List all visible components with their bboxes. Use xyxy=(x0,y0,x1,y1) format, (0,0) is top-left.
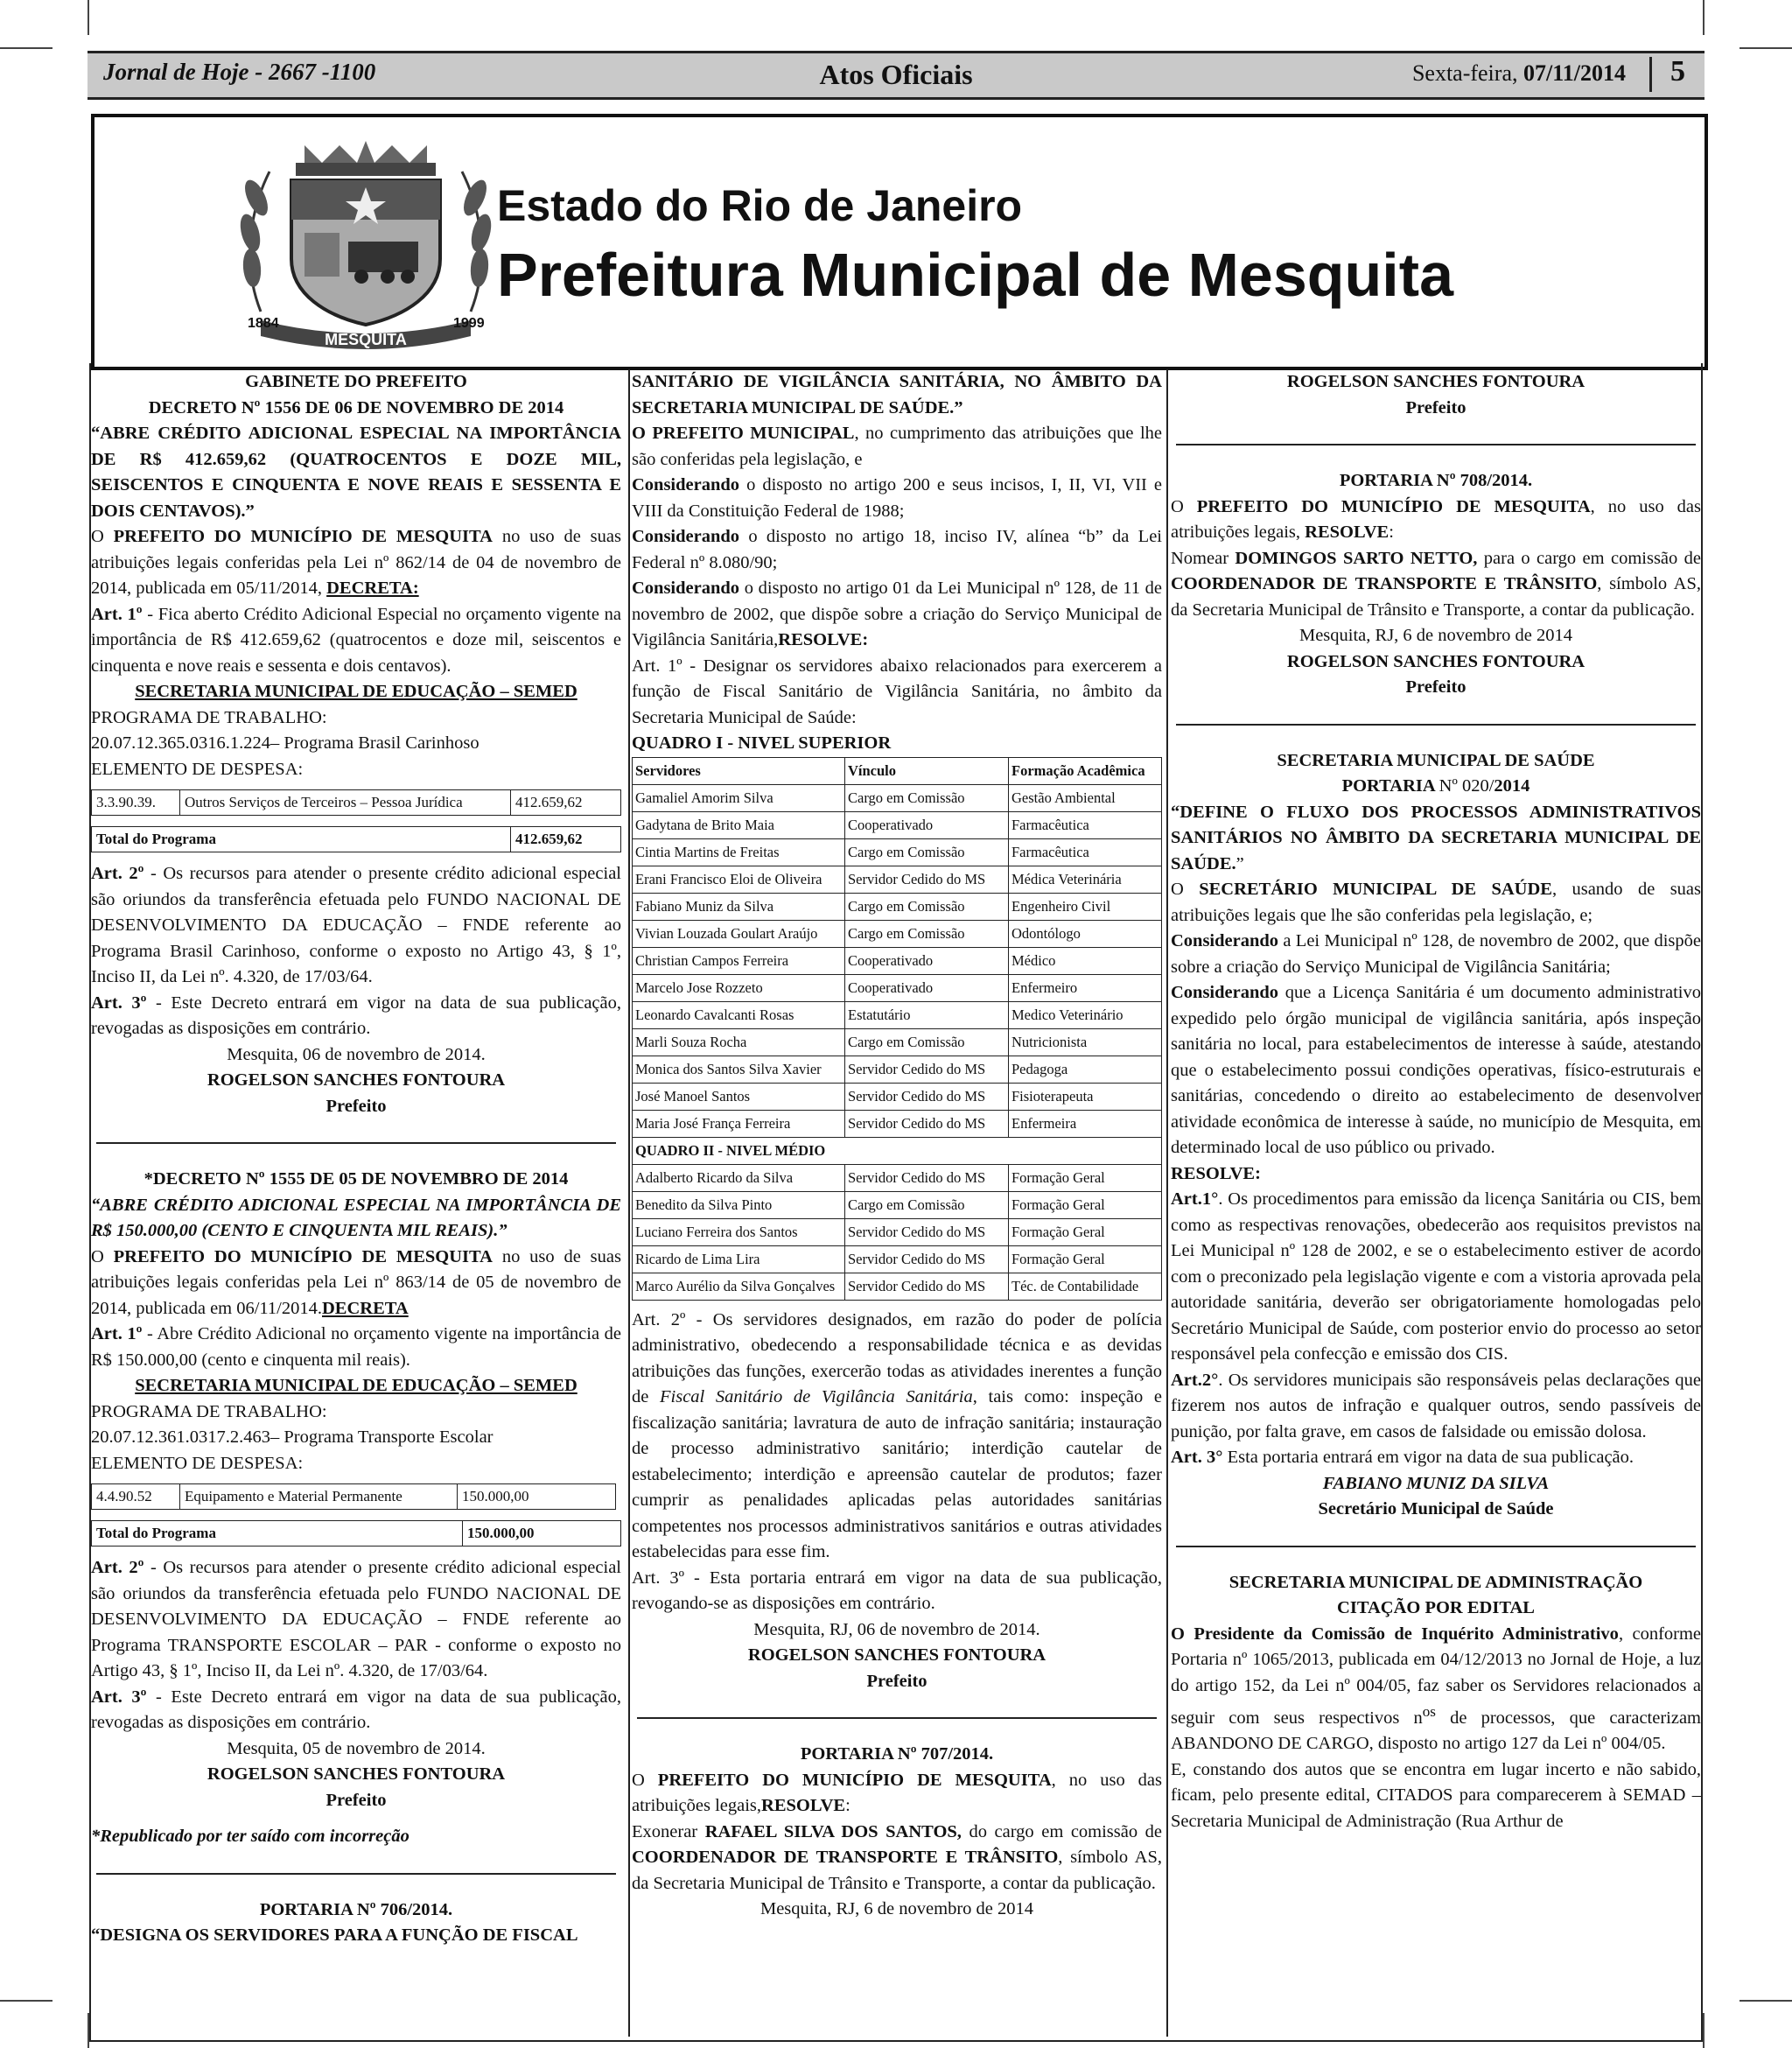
signer-title: Secretário Municipal de Saúde xyxy=(1318,1499,1554,1518)
text: Exonerar xyxy=(632,1821,705,1841)
considerando xyxy=(1171,980,1701,1161)
decree-title: *DECRETO Nº 1555 DE 05 DE NOVEMBRO DE 2014 xyxy=(144,1169,569,1189)
table-cell: Gestão Ambiental xyxy=(1009,784,1162,811)
text: O xyxy=(1171,880,1200,899)
header-publication: Jornal de Hoje - 2667 -1100 xyxy=(103,59,376,85)
table-cell: 3.3.90.39. xyxy=(92,790,180,816)
text: , tais como: inspeção e fiscalização sanitária; lavratura de auto de infração sanitária; instauração de processo administrativo sanitário; interdição cautelar de estabelecimento; interdição e apreensão cautelar de produtos; fazer cumprir as penalidades aplicadas pelas autoridades sanitárias competentes nos processos administrativos sanitários e outras atividades estabelecidas para esse fim. xyxy=(632,1387,1162,1561)
text: ” xyxy=(1236,853,1244,873)
text: : xyxy=(1389,523,1394,542)
article xyxy=(1171,1187,1701,1368)
article-label: Art.1° xyxy=(1171,1189,1219,1209)
table-header-row xyxy=(633,757,1162,784)
crest-year-left: 1884 xyxy=(248,316,279,331)
text-italic: Fiscal Sanitário de Vigilância Sanitária xyxy=(660,1387,973,1406)
secretaria-heading: SECRETARIA MUNICIPAL DE EDUCAÇÃO – SEMED xyxy=(135,1376,578,1395)
header-date xyxy=(1412,60,1626,87)
signer-title: Prefeito xyxy=(326,1096,387,1116)
table-row xyxy=(92,790,621,816)
table-cell: Gamaliel Amorim Silva xyxy=(633,784,845,811)
text-bold: DECRETA xyxy=(322,1298,409,1318)
article-text: - Os recursos para atender o presente crédito adicional especial são oriundos da transferência efetuada pelo FUNDO NACIONAL DE DESENVOLVIMENTO DA EDUCAÇÃO – FNDE referente ao Programa TRANSPORTE ESCOLAR – PAR - conforme o exposto no Artigo 43, § 1º, Inciso II, da Lei nº. 4.320, de 17/03/64. xyxy=(91,1558,621,1680)
article-text: . Os procedimentos para emissão da licença Sanitária ou CIS, bem como as respectivas renovações, obedecerão aos requisitos previstos na Lei Municipal nº 128 de 2002, e se o estabelecimento estiver de acordo com o preconizado pela legislação vigente e com a vistoria aprovada pela autoridade sanitária, deverão ser obrigatoriamente homologadas pelo Secretário Municipal de Saúde, com posterior envio do processo ao setor responsável pela confecção e emissão dos CIS. xyxy=(1171,1189,1701,1364)
table-cell: Servidor Cedido do MS xyxy=(845,1273,1009,1300)
table-row xyxy=(633,1028,1162,1056)
elemento-label: ELEMENTO DE DESPESA: xyxy=(91,1453,304,1473)
portaria-title: PORTARIA Nº 707/2014. xyxy=(800,1744,994,1764)
table-cell: Cargo em Comissão xyxy=(845,784,1009,811)
table-row xyxy=(92,1521,621,1547)
table-row xyxy=(633,1191,1162,1218)
text: , símbolo AS, da Secretaria Municipal de Trânsito e Transporte, a contar da publicação. xyxy=(1171,574,1701,620)
portaria-title xyxy=(1171,774,1701,800)
place-date: Mesquita, 05 de novembro de 2014. xyxy=(227,1738,486,1758)
table-cell: Servidor Cedido do MS xyxy=(845,1083,1009,1110)
text-bold: DECRETA: xyxy=(326,579,419,598)
portaria-intro xyxy=(632,1768,1162,1820)
programa-code: 20.07.12.365.0316.1.224– Programa Brasil Carinhoso xyxy=(91,733,480,753)
table-cell: 4.4.90.52 xyxy=(92,1484,180,1510)
table-cell: Gadytana de Brito Maia xyxy=(633,811,845,838)
crop-mark xyxy=(88,0,89,35)
header-section-title: Atos Oficiais xyxy=(819,59,973,90)
portaria-body xyxy=(1171,546,1701,624)
decree-subject: “ABRE CRÉDITO ADICIONAL ESPECIAL NA IMPORTÂNCIA DE R$ 150.000,00 (CENTO E CINQUENTA MIL REAIS).” xyxy=(91,1195,621,1240)
table-cell: Téc. de Contabilidade xyxy=(1009,1273,1162,1300)
section-divider xyxy=(96,1873,616,1875)
table-row xyxy=(92,1484,616,1510)
table-cell: 412.659,62 xyxy=(511,827,621,852)
quadro-label: QUADRO II - NIVEL MÉDIO xyxy=(633,1137,1162,1164)
text-bold: RESOLVE: xyxy=(778,630,869,649)
header-weekday: Sexta-feira, xyxy=(1411,60,1518,86)
section-divider xyxy=(637,1717,1157,1719)
considerando xyxy=(632,576,1162,654)
decree-title: DECRETO Nº 1556 DE 06 DE NOVEMBRO DE 2014 xyxy=(148,397,564,417)
table-cell: Cargo em Comissão xyxy=(845,1028,1009,1056)
table-cell: Odontólogo xyxy=(1009,920,1162,947)
table-row xyxy=(633,811,1162,838)
signer-title: Prefeito xyxy=(1405,397,1466,417)
crest-ribbon-text: MESQUITA xyxy=(325,331,407,348)
text-bold: SECRETÁRIO MUNICIPAL DE SAÚDE xyxy=(1199,880,1552,899)
table-row xyxy=(633,1273,1162,1300)
table-row xyxy=(633,1110,1162,1137)
column-header: Formação Acadêmica xyxy=(1009,757,1162,784)
table-cell: Medico Veterinário xyxy=(1009,1001,1162,1028)
programa-label: PROGRAMA DE TRABALHO: xyxy=(91,707,327,727)
banner-state: Estado do Rio de Janeiro xyxy=(497,181,1023,230)
spacer xyxy=(91,1813,621,1824)
text-bold: Considerando xyxy=(632,527,740,546)
decree-intro xyxy=(91,1245,621,1322)
column-3 xyxy=(1171,369,1701,2037)
text-bold: Considerando xyxy=(1171,983,1279,1002)
text: O xyxy=(91,527,114,546)
text: no uso de suas atribuições legais conferidas pela Lei nº 863/14 de 05 de novembro de 2014, publicada em 06/11/2014. xyxy=(91,1246,621,1318)
budget-table xyxy=(91,789,621,816)
table-cell: Vivian Louzada Goulart Araújo xyxy=(633,920,845,947)
text: , símbolo AS, da Secretaria Municipal de Trânsito e Transporte, a contar da publicação. xyxy=(632,1848,1162,1893)
table-cell: Formação Geral xyxy=(1009,1164,1162,1191)
page-number: 5 xyxy=(1670,55,1685,88)
table-cell: Marco Aurélio da Silva Gonçalves xyxy=(633,1273,845,1300)
table-row xyxy=(92,827,621,852)
table-cell: Servidor Cedido do MS xyxy=(845,1056,1009,1083)
text-bold: COORDENADOR DE TRANSPORTE E TRÂNSITO xyxy=(632,1848,1059,1867)
table-cell: Cargo em Comissão xyxy=(845,838,1009,866)
text: Nomear xyxy=(1171,548,1236,568)
table-row xyxy=(633,838,1162,866)
article xyxy=(91,602,621,680)
table-row xyxy=(633,893,1162,920)
table-cell: 412.659,62 xyxy=(511,790,621,816)
table-cell: Médico xyxy=(1009,947,1162,974)
portaria-intro xyxy=(1171,494,1701,546)
table-cell: Farmacêutica xyxy=(1009,838,1162,866)
article xyxy=(1171,1368,1701,1446)
table-cell: Cooperativado xyxy=(845,974,1009,1001)
total-table xyxy=(91,1520,621,1547)
article-label: Art. 3º xyxy=(91,992,147,1013)
article-label: Art. 3º xyxy=(91,1687,147,1707)
signer-name: ROGELSON SANCHES FONTOURA xyxy=(1286,651,1586,671)
text: de processos, que caracterizam ABANDONO DE CARGO, disposto no artigo 127 da Lei nº 004/05. xyxy=(1171,1708,1701,1754)
text-bold: Considerando xyxy=(1171,931,1279,950)
article-label: Art. 3° xyxy=(1171,1448,1223,1467)
place-date: Mesquita, RJ, 6 de novembro de 2014 xyxy=(760,1899,1033,1918)
text-bold: DOMINGOS SARTO NETTO, xyxy=(1235,548,1478,568)
table-cell: Cintia Martins de Freitas xyxy=(633,838,845,866)
signer-title: Prefeito xyxy=(866,1671,928,1691)
resolve-label: RESOLVE: xyxy=(1171,1163,1261,1183)
republication-note: *Republicado por ter saído com incorreção xyxy=(91,1827,410,1846)
text: o disposto no artigo 18, inciso IV, alínea “b” da Lei Federal nº 8.080/90; xyxy=(632,527,1162,572)
table-cell: Cargo em Comissão xyxy=(845,920,1009,947)
table-cell: 150.000,00 xyxy=(458,1484,616,1510)
table-row xyxy=(633,974,1162,1001)
budget-table xyxy=(91,1483,616,1510)
text: no uso de suas atribuições legais conferidas pela Lei nº 862/14 de 04 de novembro de 2014, publicada em 05/11/2014, xyxy=(91,527,621,598)
crop-mark xyxy=(1703,2013,1704,2048)
table-cell: Servidor Cedido do MS xyxy=(845,1218,1009,1245)
text: o disposto no artigo 200 e seus incisos, I, II, VI, VII e VIII da Constituição Federal de 1988; xyxy=(632,475,1162,521)
section-heading: SECRETARIA MUNICIPAL DE SAÚDE xyxy=(1277,750,1595,770)
text: , conforme Portaria nº 1065/2013, publicada em 04/12/2013 no Jornal de Hoje, a luz do artigo 152, da Lei nº 004/05, faz saber os Servidores relacionados a seguir com seus respectivos n xyxy=(1171,1624,1701,1728)
text: do cargo em comissão de xyxy=(961,1821,1162,1841)
text: O xyxy=(1171,496,1197,516)
portaria-title: PORTARIA Nº 706/2014. xyxy=(259,1899,453,1919)
table-cell: Servidor Cedido do MS xyxy=(845,1110,1009,1137)
edital-paragraph: E, constando dos autos que se encontra em lugar incerto e não sabido, ficam, pelo presente edital, CITADOS para comparecerem à SEMAD – Secretaria Municipal de Administração (Rua Arthur de xyxy=(1171,1759,1701,1831)
article-text: . Os servidores municipais são responsáveis pelas declarações que fizerem nos autos de infração e qualquer outros, sendo passíveis de punição, por falta grave, em casos de falsidade ou emissão dolosa. xyxy=(1171,1370,1701,1441)
text: , usando de suas atribuições legais que lhe são conferidas pela legislação, e; xyxy=(1171,880,1701,925)
article xyxy=(91,861,621,991)
text-bold: PREFEITO DO MUNICÍPIO DE MESQUITA xyxy=(657,1770,1052,1790)
text-bold: Considerando xyxy=(632,475,740,494)
table-cell: Monica dos Santos Silva Xavier xyxy=(633,1056,845,1083)
portaria-intro xyxy=(632,421,1162,473)
table-cell: Cargo em Comissão xyxy=(845,1191,1009,1218)
table-cell: Médica Veterinária xyxy=(1009,866,1162,893)
table-cell: Benedito da Silva Pinto xyxy=(633,1191,845,1218)
table-cell: Fabiano Muniz da Silva xyxy=(633,893,845,920)
table-cell: Christian Campos Ferreira xyxy=(633,947,845,974)
text: O xyxy=(91,1246,114,1266)
considerando xyxy=(632,473,1162,524)
column-1 xyxy=(91,369,621,2037)
signer-title: Prefeito xyxy=(1405,677,1466,697)
table-row xyxy=(633,1137,1162,1164)
text: , no uso das atribuições legais, xyxy=(1171,496,1701,542)
signer-name: ROGELSON SANCHES FONTOURA xyxy=(206,1070,506,1090)
header-separator xyxy=(1649,57,1652,92)
article-label: Art. 1º xyxy=(91,604,143,624)
table-cell: Cargo em Comissão xyxy=(845,893,1009,920)
text: para o cargo em comissão de xyxy=(1477,548,1701,568)
text: Art. 2º - Os servidores designados, em razão do poder de polícia administrativo, obedecendo a responsabilidade técnica e as devidas atribuições das funções, exercerão todas as atividades inerentes a função de xyxy=(632,1309,1162,1406)
table-cell: Adalberto Ricardo da Silva xyxy=(633,1164,845,1191)
table-cell: Fisioterapeuta xyxy=(1009,1083,1162,1110)
text-bold: PREFEITO DO MUNICÍPIO DE MESQUITA xyxy=(1196,496,1591,516)
text-bold: RAFAEL SILVA DOS SANTOS, xyxy=(704,1821,962,1841)
servers-table xyxy=(632,1137,1162,1301)
table-row xyxy=(633,1164,1162,1191)
section-divider xyxy=(1176,724,1696,726)
signer-name: ROGELSON SANCHES FONTOURA xyxy=(747,1645,1046,1665)
article-label: Art. 2º xyxy=(91,864,144,883)
section-divider xyxy=(1176,1546,1696,1547)
table-row xyxy=(633,920,1162,947)
table-cell: Cooperativado xyxy=(845,811,1009,838)
text-bold: PREFEITO DO MUNICÍPIO DE MESQUITA xyxy=(113,527,493,546)
portaria-intro xyxy=(1171,877,1701,929)
article xyxy=(91,991,621,1042)
mesquita-crest-icon xyxy=(208,137,523,355)
table-cell: Ricardo de Lima Lira xyxy=(633,1245,845,1273)
column-header: Servidores xyxy=(633,757,845,784)
text-superscript: os xyxy=(1422,1703,1436,1720)
article: Art. 3º - Esta portaria entrará em vigor na data de sua publicação, revogando-se as disposições em contrário. xyxy=(632,1568,1162,1613)
crest-year-right: 1999 xyxy=(453,316,485,331)
table-cell: Nutricionista xyxy=(1009,1028,1162,1056)
secretaria-heading: SECRETARIA MUNICIPAL DE EDUCAÇÃO – SEMED xyxy=(135,682,578,701)
text-bold: O Presidente da Comissão de Inquérito Administrativo xyxy=(1171,1624,1619,1644)
table-row xyxy=(633,947,1162,974)
column-divider xyxy=(1166,369,1168,2037)
header-date-value: 07/11/2014 xyxy=(1522,60,1626,86)
crop-mark xyxy=(0,2000,52,2002)
crop-mark xyxy=(1703,0,1704,35)
article-label: Art. 2º xyxy=(91,1558,144,1577)
article-text: Esta portaria entrará em vigor na data de sua publicação. xyxy=(1222,1448,1634,1467)
table-cell: Servidor Cedido do MS xyxy=(845,866,1009,893)
considerando xyxy=(632,524,1162,576)
portaria-subject xyxy=(1171,800,1701,878)
text: : xyxy=(845,1796,850,1815)
servers-table xyxy=(632,757,1162,1138)
column-divider xyxy=(628,369,630,2037)
edital-title: CITAÇÃO POR EDITAL xyxy=(1337,1598,1535,1617)
programa-label: PROGRAMA DE TRABALHO: xyxy=(91,1401,327,1421)
article xyxy=(632,1308,1162,1566)
text: O xyxy=(632,1770,658,1790)
place-date: Mesquita, RJ, 6 de novembro de 2014 xyxy=(1298,626,1572,645)
text: o disposto no artigo 01 da Lei Municipal nº 128, de 11 de novembro de 2002, que dispõe sobre a criação do Serviço Municipal de Vigilância Sanitária, xyxy=(632,579,1162,649)
portaria-subject: “DESIGNA OS SERVIDORES PARA A FUNÇÃO DE FISCAL xyxy=(91,1925,578,1945)
table-row xyxy=(633,1001,1162,1028)
section-heading: GABINETE DO PREFEITO xyxy=(245,372,467,391)
elemento-label: ELEMENTO DE DESPESA: xyxy=(91,759,304,779)
text-bold: 2014 xyxy=(1494,776,1530,796)
table-cell: José Manoel Santos xyxy=(633,1083,845,1110)
text-bold: O PREFEITO MUNICIPAL xyxy=(632,424,855,443)
decree-intro xyxy=(91,524,621,602)
frame-bottom-border xyxy=(89,2040,1703,2042)
article-text: - Fica aberto Crédito Adicional Especial no orçamento vigente na importância de R$ 412.659,62 (quatrocentos e doze mil, seiscentos e cinquenta e nove reais e sessenta e dois centavos). xyxy=(91,604,621,676)
column-header: Vínculo xyxy=(845,757,1009,784)
signer-name: ROGELSON SANCHES FONTOURA xyxy=(1286,372,1586,391)
table-cell: Farmacêutica xyxy=(1009,811,1162,838)
edital-paragraph xyxy=(1171,1622,1701,1757)
programa-code: 20.07.12.361.0317.2.463– Programa Transporte Escolar xyxy=(91,1427,494,1447)
table-cell: Cooperativado xyxy=(845,947,1009,974)
table-cell: Estatutário xyxy=(845,1001,1009,1028)
table-cell: Total do Programa xyxy=(92,1521,463,1547)
text-bold: Considerando xyxy=(632,579,740,598)
column-2 xyxy=(632,369,1162,2037)
table-cell: Marli Souza Rocha xyxy=(633,1028,845,1056)
crop-mark xyxy=(0,47,52,49)
article-text: - Abre Crédito Adicional no orçamento vigente na importância de R$ 150.000,00 (cento e cinquenta mil reais). xyxy=(91,1324,621,1370)
text: , no cumprimento das atribuições que lhe são conferidas pela legislação, e xyxy=(632,424,1162,469)
table-cell: Engenheiro Civil xyxy=(1009,893,1162,920)
signer-name: ROGELSON SANCHES FONTOURA xyxy=(206,1764,506,1784)
portaria-title: PORTARIA Nº 708/2014. xyxy=(1339,471,1533,490)
text-bold: RESOLVE xyxy=(761,1796,846,1815)
article xyxy=(91,1555,621,1685)
article-label: Art. 1º xyxy=(91,1324,143,1343)
table-cell: Pedagoga xyxy=(1009,1056,1162,1083)
table-cell: 150.000,00 xyxy=(463,1521,621,1547)
article-text: - Este Decreto entrará em vigor na data de sua publicação, revogadas as disposições em contrário. xyxy=(91,1687,621,1732)
text: Nº 020/ xyxy=(1438,776,1494,796)
portaria-body xyxy=(632,1820,1162,1897)
table-row xyxy=(633,1083,1162,1110)
table-cell: Maria José França Ferreira xyxy=(633,1110,845,1137)
signer-title: Prefeito xyxy=(326,1790,387,1810)
text: , no uso das atribuições legais, xyxy=(632,1770,1162,1815)
table-row xyxy=(633,1056,1162,1083)
section-heading: SECRETARIA MUNICIPAL DE ADMINISTRAÇÃO xyxy=(1228,1572,1643,1592)
total-table xyxy=(91,826,621,852)
portaria-subject: SANITÁRIO DE VIGILÂNCIA SANITÁRIA, NO ÂMBITO DA SECRETARIA MUNICIPAL DE SAÚDE.” xyxy=(632,372,1162,417)
article-label: Art.2° xyxy=(1171,1370,1219,1390)
article-text: - Este Decreto entrará em vigor na data de sua publicação, revogadas as disposições em contrário. xyxy=(91,992,621,1038)
table-row xyxy=(633,784,1162,811)
article-text: - Os recursos para atender o presente crédito adicional especial são oriundos da transferência efetuada pelo FUNDO NACIONAL DE DESENVOLVIMENTO DA EDUCAÇÃO – FNDE referente ao Programa Brasil Carinhoso, conforme o exposto no Artigo 43, § 1º, Inciso II, da Lei nº. 4.320, de 17/03/64. xyxy=(91,864,621,986)
table-cell: Erani Francisco Eloi de Oliveira xyxy=(633,866,845,893)
signer-name: FABIANO MUNIZ DA SILVA xyxy=(1322,1473,1550,1493)
page-header xyxy=(88,51,1704,100)
place-date: Mesquita, 06 de novembro de 2014. xyxy=(227,1044,486,1064)
text: que a Licença Sanitária é um documento administrativo expedido pelo órgão municipal de vigilância sanitária, após inspeção sanitária no local, para estabelecimentos de interesse à saúde, atestando que o estabelecimento possui condições operativas, físico-estruturais e sanitárias, concedendo o direito ao estabelecimento de desenvolver atividade econômica de interesse à saúde, no município de Mesquita, em determinado local de uso público ou privado. xyxy=(1171,983,1701,1157)
table-row xyxy=(633,866,1162,893)
quadro-label: QUADRO I - NIVEL SUPERIOR xyxy=(632,733,892,753)
decree-subject: “ABRE CRÉDITO ADICIONAL ESPECIAL NA IMPORTÂNCIA DE R$ 412.659,62 (QUATROCENTOS E DOZE MIL, SEISCENTOS E CINQUENTA E NOVE REAIS E SESSENTA E DOIS CENTAVOS).” xyxy=(91,424,621,521)
table-cell: Luciano Ferreira dos Santos xyxy=(633,1218,845,1245)
table-row xyxy=(633,1218,1162,1245)
table-cell: Total do Programa xyxy=(92,827,511,852)
considerando xyxy=(1171,929,1701,980)
text-bold: COORDENADOR DE TRANSPORTE E TRÂNSITO xyxy=(1171,574,1598,593)
article: Art. 1º - Designar os servidores abaixo relacionados para exercerem a função de Fiscal Sanitário de Vigilância Sanitária, no âmbito da Secretaria Municipal de Saúde: xyxy=(632,656,1162,727)
table-cell: Formação Geral xyxy=(1009,1218,1162,1245)
place-date: Mesquita, RJ, 06 de novembro de 2014. xyxy=(753,1619,1040,1639)
text-bold: PORTARIA xyxy=(1341,776,1439,796)
table-cell: Equipamento e Material Permanente xyxy=(180,1484,458,1510)
article xyxy=(91,1685,621,1736)
text: a Lei Municipal nº 128, de novembro de 2002, que dispõe sobre a criação do Serviço Municipal de Vigilância Sanitária; xyxy=(1171,931,1701,977)
section-divider xyxy=(1176,444,1696,445)
text-bold: “DEFINE O FLUXO DOS PROCESSOS ADMINISTRATIVOS SANITÁRIOS NO ÂMBITO DA SECRETARIA MUNICIPAL DE SAÚDE. xyxy=(1171,802,1701,873)
table-cell: Servidor Cedido do MS xyxy=(845,1164,1009,1191)
crop-mark xyxy=(1740,47,1792,49)
table-cell: Enfermeiro xyxy=(1009,974,1162,1001)
section-divider xyxy=(96,1142,616,1144)
crop-mark xyxy=(1740,2000,1792,2002)
banner-prefecture: Prefeitura Municipal de Mesquita xyxy=(497,241,1453,309)
text-bold: PREFEITO DO MUNICÍPIO DE MESQUITA xyxy=(113,1246,493,1266)
text-bold: RESOLVE xyxy=(1305,523,1390,542)
table-cell: Servidor Cedido do MS xyxy=(845,1245,1009,1273)
table-cell: Enfermeira xyxy=(1009,1110,1162,1137)
table-row xyxy=(633,1245,1162,1273)
table-cell: Formação Geral xyxy=(1009,1245,1162,1273)
frame-right-border xyxy=(1701,363,1703,2042)
table-cell: Formação Geral xyxy=(1009,1191,1162,1218)
table-cell: Marcelo Jose Rozzeto xyxy=(633,974,845,1001)
table-cell: Leonardo Cavalcanti Rosas xyxy=(633,1001,845,1028)
article xyxy=(1171,1445,1701,1471)
article xyxy=(91,1322,621,1373)
masthead-banner xyxy=(91,114,1708,370)
table-cell: Outros Serviços de Terceiros – Pessoa Jurídica xyxy=(180,790,511,816)
